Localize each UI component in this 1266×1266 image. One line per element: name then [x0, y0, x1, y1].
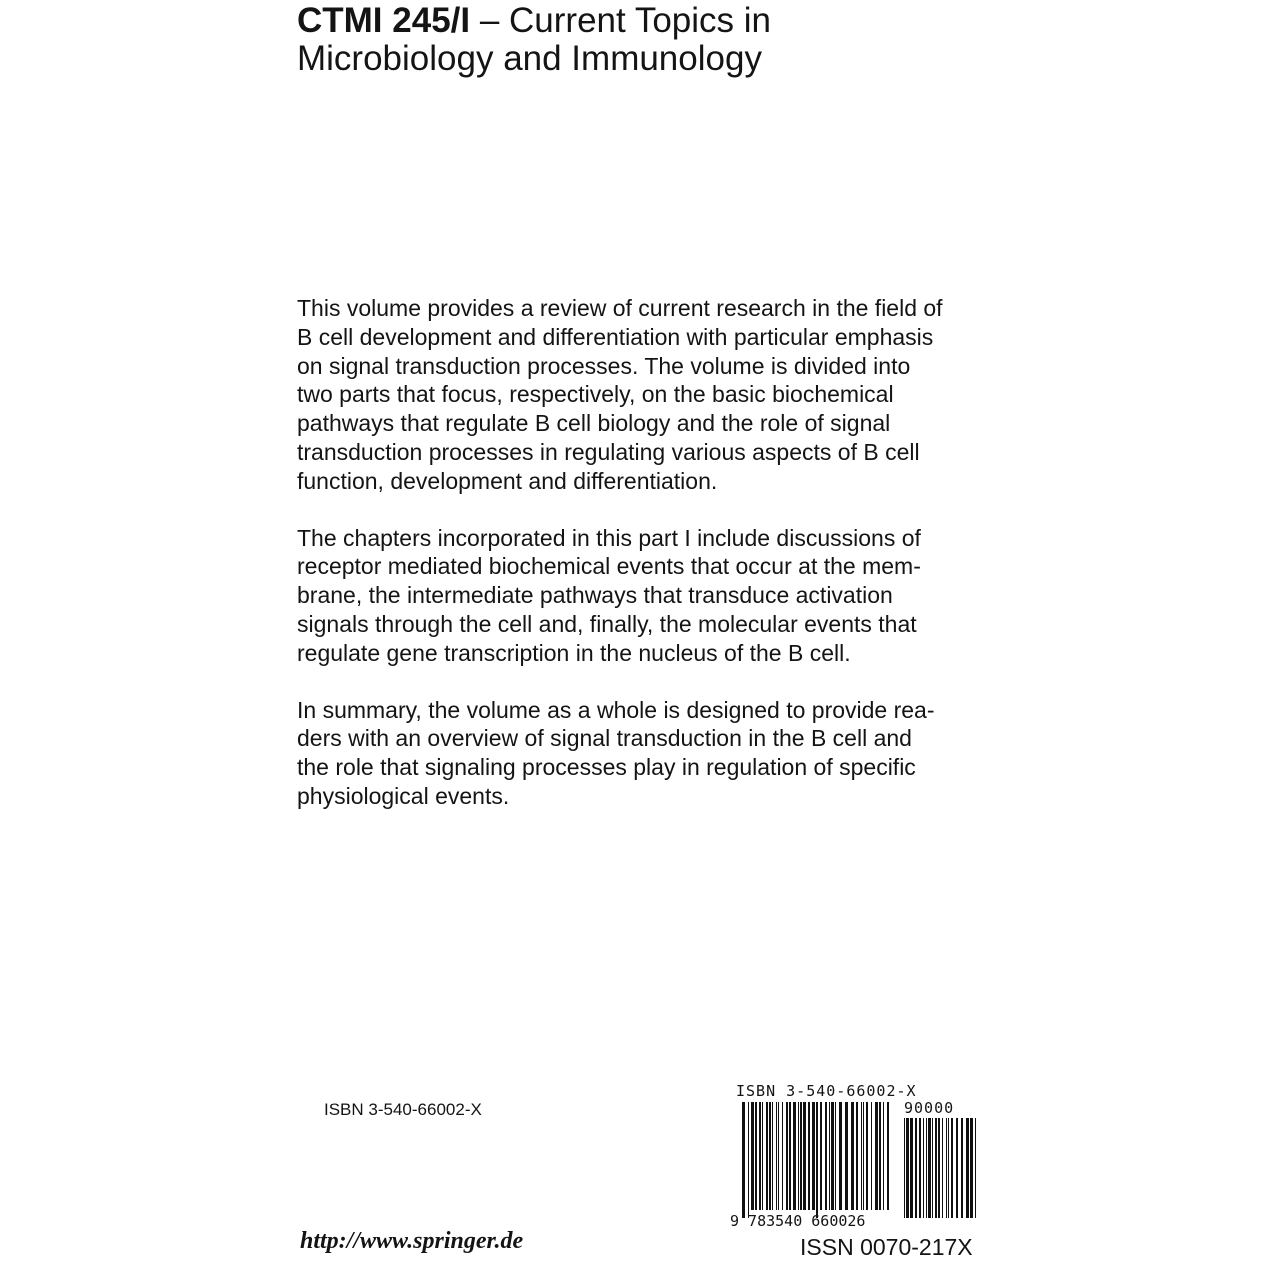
barcode-bar	[808, 1102, 810, 1210]
barcode-bar	[919, 1118, 921, 1218]
barcode-bar	[883, 1102, 884, 1210]
barcode-addon: 90000	[904, 1099, 955, 1117]
barcode-bar	[951, 1118, 953, 1218]
barcode-bar	[789, 1102, 791, 1210]
barcode-bar	[800, 1102, 802, 1210]
barcode-number: 9 783540 660026	[730, 1212, 866, 1230]
barcode-bar	[866, 1102, 868, 1210]
blurb-paragraph-2: The chapters incorporated in this part I include discussions of receptor mediated biochemical events that occur at the mem- brane, the intermediate pathways that transduce activation signals through the cell and, finally, the molecular events that regulate gene transcription in the nucleus of the B cell.	[297, 524, 921, 666]
barcode-bar	[961, 1118, 963, 1218]
barcode-bar	[910, 1118, 913, 1218]
barcode-bar	[766, 1102, 768, 1210]
barcode-bar	[863, 1102, 864, 1210]
barcode	[730, 1082, 980, 1232]
barcode-bar	[829, 1102, 830, 1210]
barcode-bar	[861, 1102, 862, 1210]
barcode-bar	[956, 1118, 958, 1218]
barcode-bar	[923, 1118, 924, 1218]
title-line-1: Current Topics in	[509, 1, 772, 40]
isbn-text: ISBN 3-540-66002-X	[324, 1100, 482, 1119]
blurb-paragraph-1: This volume provides a review of current research in the field of B cell development and differentiation with particular emphasis on signal transduction processes. The volume is divided into two parts that focus, respectively, on the basic biochemical pathways that regulate B cell biology and the role of signal transduction processes in regulating various aspects of B cell function, development and differentiation.	[297, 295, 943, 494]
title-separator: –	[470, 1, 510, 40]
barcode-isbn: ISBN 3-540-66002-X	[736, 1082, 917, 1100]
barcode-bar	[938, 1118, 940, 1218]
barcode-bar	[875, 1102, 878, 1210]
barcode-bar	[904, 1118, 905, 1218]
barcode-bar	[751, 1102, 754, 1210]
barcode-bar	[778, 1102, 779, 1210]
barcode-bar	[887, 1102, 889, 1210]
barcode-bar	[856, 1102, 858, 1210]
barcode-bar	[776, 1102, 777, 1210]
barcode-bar	[835, 1102, 836, 1210]
barcode-bar	[932, 1118, 933, 1218]
title-line-2: Microbiology and Immunology	[297, 39, 762, 78]
barcode-bar	[786, 1102, 788, 1210]
barcode-bar	[970, 1118, 973, 1218]
barcode-bar	[906, 1118, 909, 1218]
barcode-bar	[948, 1118, 949, 1218]
barcode-bar	[816, 1102, 818, 1218]
barcode-bar	[798, 1102, 799, 1210]
barcode-bar	[772, 1102, 773, 1210]
barcode-bar	[851, 1102, 854, 1210]
blurb	[297, 294, 987, 839]
series-number: CTMI 245/I	[297, 1, 471, 40]
barcode-bar	[871, 1102, 872, 1210]
barcode-bar	[762, 1102, 763, 1210]
barcode-bar	[793, 1102, 796, 1210]
barcode-bar	[975, 1118, 976, 1218]
barcode-bar	[942, 1118, 943, 1218]
barcode-bar	[820, 1102, 822, 1210]
barcode-bar	[769, 1102, 771, 1210]
barcode-bar	[831, 1102, 834, 1210]
barcode-bar	[966, 1118, 969, 1218]
barcode-bar	[825, 1102, 827, 1210]
barcode-bar	[928, 1118, 931, 1218]
barcode-bar	[915, 1118, 917, 1218]
barcode-bar	[755, 1102, 757, 1210]
barcode-bar	[845, 1102, 848, 1210]
barcode-bar	[759, 1102, 761, 1210]
barcode-bar	[742, 1102, 745, 1218]
blurb-paragraph-3: In summary, the volume as a whole is designed to provide rea- ders with an overview of signal transduction in the B cell and the role that signaling processes play in regulation of specific physiological events.	[297, 696, 935, 809]
barcode-bar	[879, 1102, 881, 1210]
book-title	[297, 2, 1017, 78]
barcode-bar	[926, 1118, 927, 1218]
barcode-bar	[812, 1102, 815, 1210]
barcode-bar	[782, 1102, 783, 1210]
barcode-bar	[803, 1102, 806, 1210]
barcode-bar	[839, 1102, 842, 1210]
publisher-url[interactable]: http://www.springer.de	[300, 1228, 524, 1254]
barcode-bar	[946, 1118, 947, 1218]
barcode-bar	[748, 1102, 749, 1218]
barcode-bar	[935, 1118, 937, 1218]
issn-text: ISSN 0070-217X	[800, 1234, 973, 1260]
